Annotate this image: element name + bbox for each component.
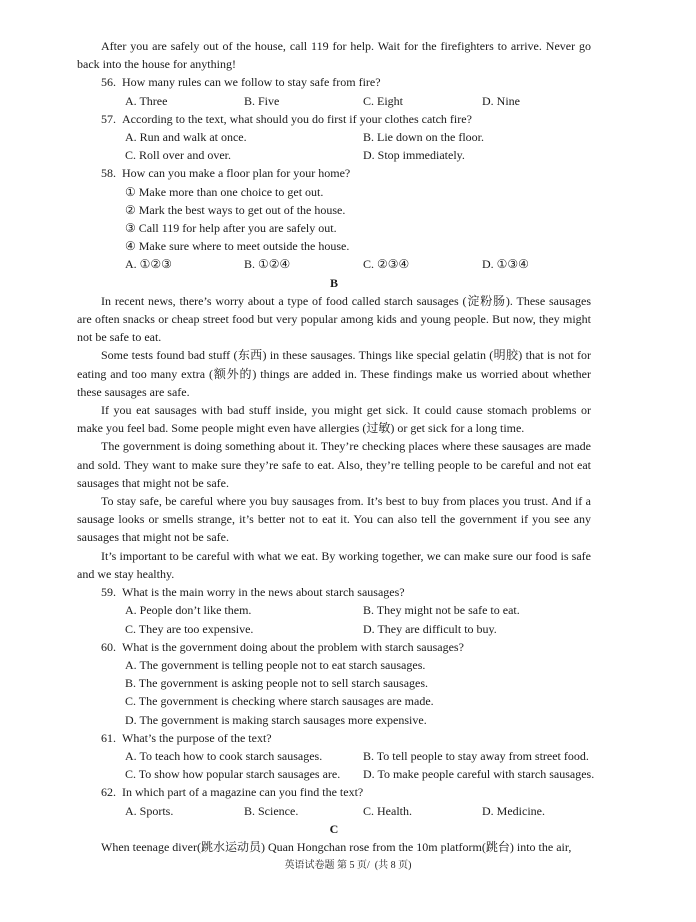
passage-paragraph: In recent news, there’s worry about a type of food called starch sausages (淀粉肠). These sausages are often snacks or cheap street food but very popular among kids and young people. But now, they might not be safe to eat. — [77, 293, 591, 345]
option-a: A. To teach how to cook starch sausages. — [125, 748, 323, 763]
option-d: D. The government is making starch sausages more expensive. — [125, 712, 427, 727]
option-b: B. ①②④ — [244, 257, 291, 272]
question-stem: 59. What is the main worry in the news about starch sausages? — [101, 585, 405, 600]
question-stem: 56. How many rules can we follow to stay safe from fire? — [101, 75, 381, 90]
page-content — [77, 37, 595, 856]
option-b: B. Five — [244, 93, 280, 108]
intro-paragraph: After you are safely out of the house, call 119 for help. Wait for the firefighters to arrive. Never go back into the house for anything! — [77, 39, 591, 72]
passage-paragraph: If you eat sausages with bad stuff inside, you might get sick. It could cause stomach problems or make you feel bad. Some people might even have allergies (过敏) or get sick for a long time. — [77, 403, 591, 436]
passage-paragraph: The government is doing something about it. They’re checking places where these sausages are made and sold. They want to make sure they’re safe to eat. Also, they’re telling people to be careful and not eat sausages that might not be safe. — [77, 439, 591, 490]
option-d: D. They are difficult to buy. — [363, 621, 497, 636]
section-b-questions — [77, 583, 595, 820]
option-c: C. To show how popular starch sausages are. — [125, 767, 341, 782]
answer-options — [125, 92, 591, 110]
page-footer: 英语试卷题 第 5 页/ (共 8 页) — [284, 860, 412, 871]
option-b: B. To tell people to stay away from street food. — [363, 748, 589, 763]
option-a: A. People don’t like them. — [125, 603, 252, 618]
answer-options — [125, 128, 591, 164]
statement-2: ② Mark the best ways to get out of the house. — [125, 202, 346, 217]
option-c: C. Health. — [363, 803, 412, 818]
answer-options — [125, 802, 591, 820]
question-item — [77, 783, 591, 819]
option-b: B. They might not be safe to eat. — [363, 603, 520, 618]
question-stem: 61. What’s the purpose of the text? — [101, 730, 272, 745]
passage-b — [77, 292, 591, 583]
option-a: A. ①②③ — [125, 257, 172, 272]
option-d: D. Nine — [482, 93, 520, 108]
question-item — [77, 729, 595, 784]
option-d: D. Medicine. — [482, 803, 545, 818]
question-item — [77, 583, 591, 638]
option-b: B. Lie down on the floor. — [363, 130, 484, 145]
answer-options — [125, 656, 591, 729]
option-c: C. Eight — [363, 93, 404, 108]
passage-paragraph: Some tests found bad stuff (东西) in these sausages. Things like special gelatin (明胶) that is not for eating and too many extra (额外的) things are added in. These findings make us worried about whether these sausages are safe. — [77, 348, 591, 399]
answer-options — [125, 747, 595, 783]
option-c: C. Roll over and over. — [125, 148, 231, 163]
passage-paragraph: To stay safe, be careful where you buy sausages from. It’s best to buy from places you trust. And if a sausage looks or smells strange, it’s better not to eat it. You can also tell the government if you see any sausages that might not be safe. — [77, 494, 591, 545]
section-a-questions — [77, 73, 591, 164]
question-item — [77, 73, 591, 109]
option-a: A. The government is telling people not to eat starch sausages. — [125, 657, 426, 672]
option-b: B. The government is asking people not to sell starch sausages. — [125, 676, 429, 691]
option-d: D. Stop immediately. — [363, 148, 465, 163]
option-c: C. They are too expensive. — [125, 621, 254, 636]
option-c: C. The government is checking where starch sausages are made. — [125, 694, 434, 709]
statement-1: ① Make more than one choice to get out. — [125, 184, 324, 199]
option-a: A. Run and walk at once. — [125, 130, 247, 145]
option-d: D. ①③④ — [482, 257, 529, 272]
option-b: B. Science. — [244, 803, 299, 818]
passage-c-opening: When teenage diver(跳水运动员) Quan Hongchan rose from the 10m platform(跳台) into the air, — [101, 839, 572, 854]
option-d: D. To make people careful with starch sausages. — [363, 767, 595, 782]
passage-paragraph: It’s important to be careful with what we eat. By working together, we can make sure our food is safe and we stay healthy. — [77, 548, 591, 581]
question-item — [77, 110, 591, 165]
question-stem: 57. According to the text, what should you do first if your clothes catch fire? — [101, 111, 472, 126]
question-item — [77, 638, 591, 729]
option-c: C. ②③④ — [363, 257, 410, 272]
statement-4: ④ Make sure where to meet outside the house. — [125, 239, 350, 254]
section-b-heading: B — [329, 275, 338, 290]
question-58 — [77, 164, 591, 273]
option-a: A. Sports. — [125, 803, 174, 818]
answer-options — [125, 601, 591, 637]
question-stem: 58. How can you make a floor plan for your home? — [101, 166, 351, 181]
question-stem: 60. What is the government doing about the problem with starch sausages? — [101, 639, 464, 654]
question-stem: 62. In which part of a magazine can you find the text? — [101, 785, 364, 800]
option-a: A. Three — [125, 93, 168, 108]
statement-3: ③ Call 119 for help after you are safely out. — [125, 221, 337, 236]
answer-options — [125, 255, 591, 273]
section-c-heading: C — [329, 821, 339, 836]
